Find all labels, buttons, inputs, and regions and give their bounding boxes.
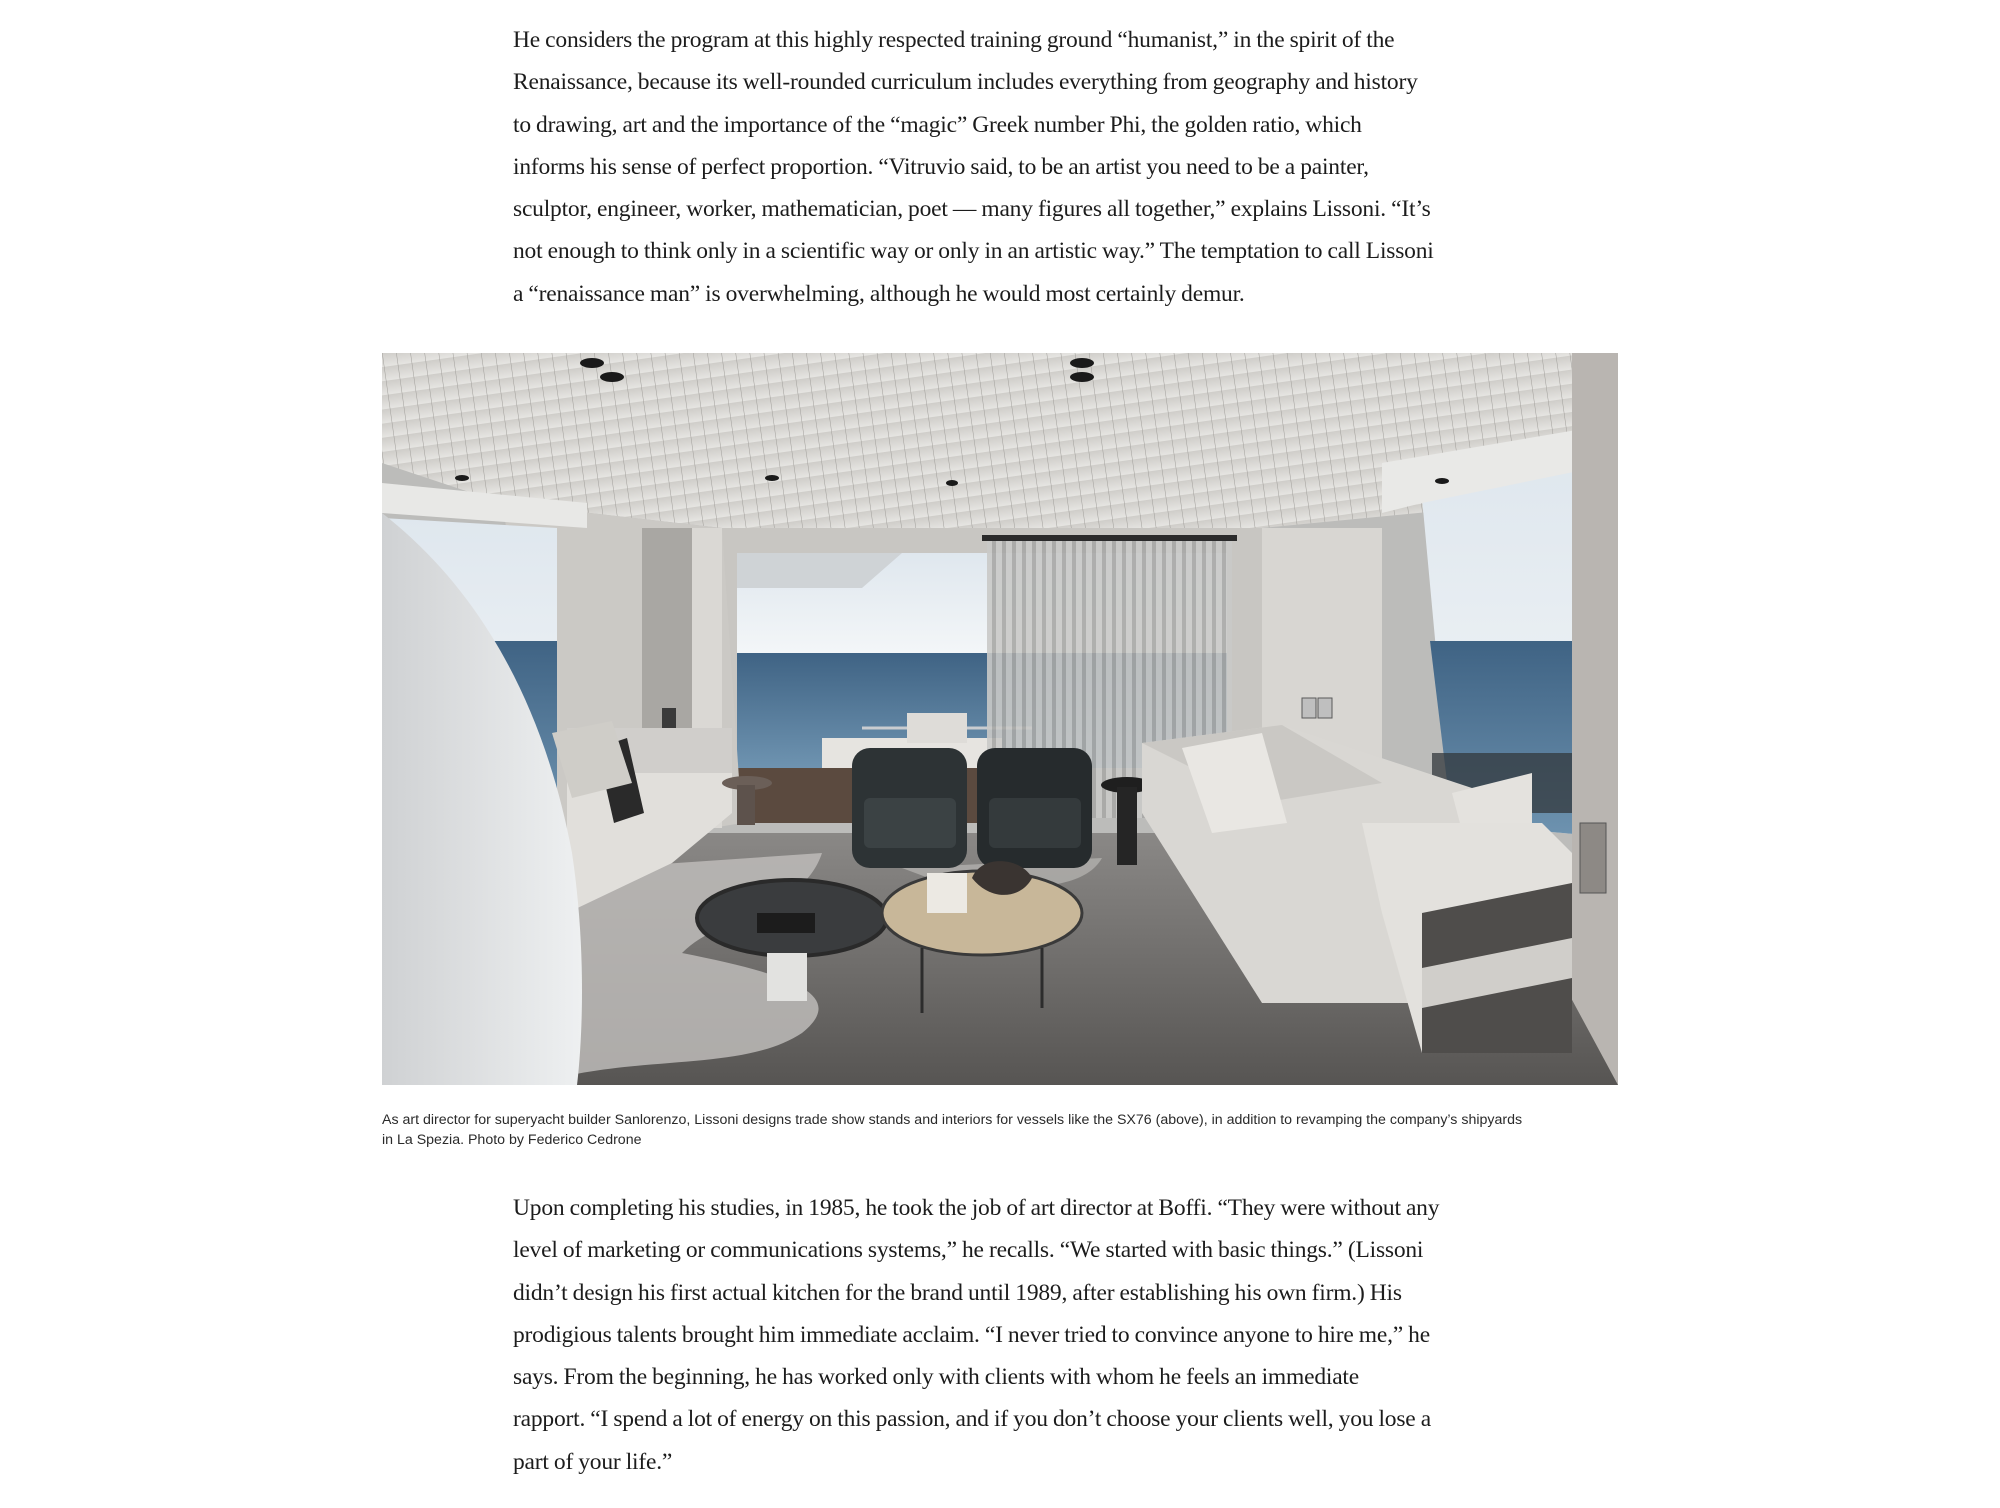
paragraph-line: level of marketing or communications systems,” he recalls. “We started with basic things.” (Lissoni [513,1237,1424,1264]
armchair-left [852,748,967,868]
paragraph-line: sculptor, engineer, worker, mathematician, poet — many figures all together,” explains Lissoni. “It’s [513,196,1431,223]
paragraph-line: part of your life.” [513,1448,673,1475]
door-frame [1572,353,1618,1085]
door-switch [1580,823,1606,893]
paragraph-line: a “renaissance man” is overwhelming, although he would most certainly demur. [513,280,1245,307]
sculpture [927,873,967,913]
paragraph-line: prodigious talents brought him immediate acclaim. “I never tried to convince anyone to hire me,” he [513,1321,1430,1348]
article-paragraph-2 [513,1187,1513,1483]
paragraph-line: says. From the beginning, he has worked only with clients with whom he feels an immediate [513,1364,1359,1391]
armchair-right [977,748,1092,868]
wall-switch [1302,698,1316,718]
paragraph-line: He considers the program at this highly respected training ground “humanist,” in the spirit of the [513,27,1395,53]
paragraph-line: to drawing, art and the importance of the “magic” Greek number Phi, the golden ratio, which [513,111,1362,138]
paragraph-line: Renaissance, because its well-rounded curriculum includes everything from geography and history [513,69,1418,96]
paragraph-line: rapport. “I spend a lot of energy on this passion, and if you don’t choose your clients well, you lose a [513,1406,1431,1433]
paragraph-line: didn’t design his first actual kitchen for the brand until 1989, after establishing his own firm.) His [513,1279,1402,1306]
book-stack [757,913,815,933]
yacht-interior-illustration [382,353,1618,1085]
caption-line: As art director for superyacht builder Sanlorenzo, Lissoni designs trade show stands and interiors for vessels like the SX76 (above), in addition to revamping the company’s shipyards [382,1112,1523,1128]
article-paragraph-1 [513,19,1513,315]
article-photo [382,353,1618,1085]
paragraph-line: not enough to think only in a scientific way or only in an artistic way.” The temptation to call Lissoni [513,238,1434,265]
caption-line: in La Spezia. Photo by Federico Cedrone [382,1132,642,1148]
photo-caption [382,1110,1622,1150]
paragraph-line: Upon completing his studies, in 1985, he took the job of art director at Boffi. “They were without any [513,1195,1440,1221]
paragraph-line: informs his sense of perfect proportion. “Vitruvio said, to be an artist you need to be a painter, [513,153,1369,180]
wall-switch [662,708,676,730]
